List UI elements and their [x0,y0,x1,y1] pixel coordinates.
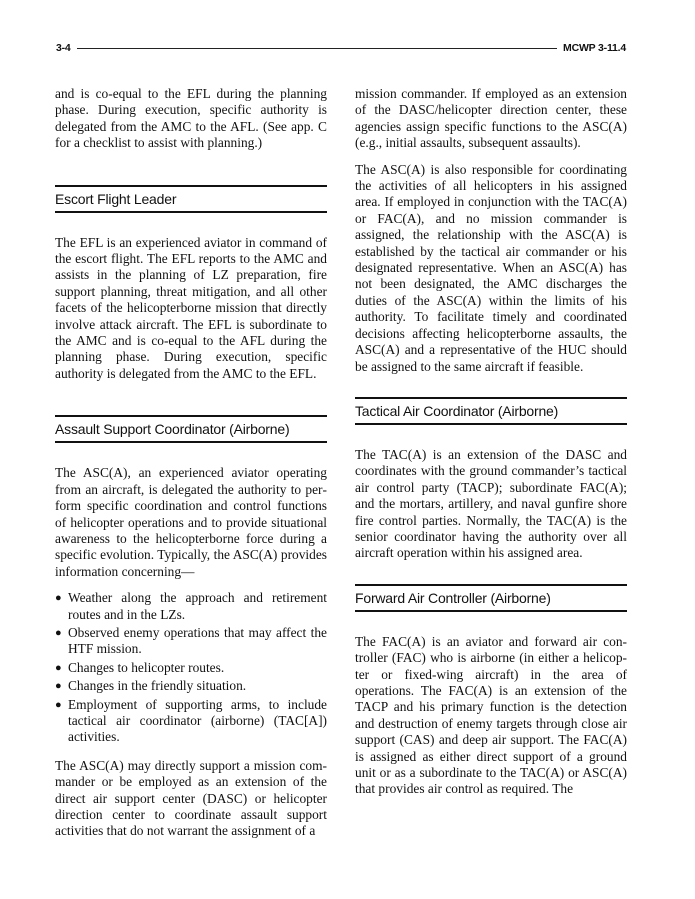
efl-paragraph: The EFL is an experienced aviator in command of the escort flight. The EFL reports to the AMC and assists in the planning of LZ preparation, fire support planning, threat mitigation, and all other facets of the helicopterborne mission that directly involve attack aircraft. The EFL is subordinate to the AMC and is co-equal to the AFL during the planning phase. During execution, specific authority is delegated from the AMC to the EFL. [55,234,327,381]
running-header [56,40,626,56]
bullet-icon: ● [55,626,62,639]
intro-paragraph: and is co-equal to the EFL during the planning phase. During execution, specific authority is delegated from the AMC to the AFL. (See app. C for a checklist to assist with planning.) [55,86,327,151]
bullet-icon: ● [55,680,62,693]
bullet-item: ● Changes to helicopter routes. [55,659,225,675]
section-heading-escort-flight-leader: Escort Flight Leader [55,185,327,213]
right-column [355,86,627,798]
bullet-item: ● Observed enemy operations that may affect the HTF mission. [55,624,327,657]
information-bullet-list [55,590,327,746]
section-heading-tactical-air-coordinator: Tactical Air Coordinator (Airborne) [355,397,627,425]
bullet-icon: ● [55,592,62,605]
section-heading-assault-support-coordinator: Assault Support Coordinator (Airborne) [55,415,327,443]
taca-paragraph: The TAC(A) is an extension of the DASC and coordinates with the ground commander’s tactical air control party (TACP); subordinate FAC(A); and the mortars, artillery, and naval gunfire shore fire control parties. Normally, the TAC(A) is the senior coordinator having the authority over all aircraft operation within his assigned area. [355,446,627,561]
page-number: 3-4 [56,42,71,54]
bullet-icon: ● [55,661,62,674]
bullet-item: ● Changes in the friendly situation. [55,678,247,694]
faca-paragraph: The FAC(A) is an aviator and forward air controller (FAC) who is airborne (in either a helicopter or fixed-wing aircraft) in the area of operations. The FAC(A) is an extension of the TACP and his primary function is the detection and destruction of enemy targets through close air support (CAS) and deep air support. The FAC(A) is assigned as either direct support of a ground unit or as a subordinate to the TAC(A) or ASC(A) that provides air control as required. The [355,633,627,797]
publication-id: MCWP 3-11.4 [563,42,626,54]
left-column [55,86,327,840]
continued-paragraph: mission commander. If employed as an extension of the DASC/helicopter direction center, these agencies assign specific functions to the ASC(A) (e.g., initial assaults, subsequent assaults). [355,86,627,151]
asca-closing-paragraph: The ASC(A) may directly support a mission commander or be employed as an extension of the direct air support center (DASC) or helicopter direction center to coordinate assault support activities that do not warrant the assignment of a [55,757,327,839]
bullet-item: ● Weather along the approach and retirement routes and in the LZs. [55,590,327,622]
bullet-icon: ● [55,698,62,711]
header-rule [77,48,557,49]
bullet-item: ● Employment of supporting arms, to include tactical air coordinator (airborne) (TAC[A]) activities. [55,696,327,745]
asca-responsibility-paragraph: The ASC(A) is also responsible for coordinating the activities of all helicopters in his assigned area. If employed in conjunction with the TAC(A) or FAC(A), and no mission commander is assigned, the relationship with the ASC(A) is established by the tactical air commander or his designated representative. When an ASC(A) has not been designated, the AMC discharges the duties of the ASC(A) within the limits of his authority. To facilitate timely and coordinated decisions affecting helicopterborne assaults, the ASC(A) and a representative of the HUC should be assigned to the same aircraft if feasible. [355,161,627,374]
section-heading-forward-air-controller: Forward Air Controller (Airborne) [355,584,627,612]
ascа-paragraph: The ASC(A), an experienced aviator operating from an aircraft, is delegated the authority to perform specific coordination and control functions of helicopter operations and to provide situational awareness to the helicopterborne force during a specific evolution. Typically, the ASC(A) provides information concerning— [55,465,327,579]
